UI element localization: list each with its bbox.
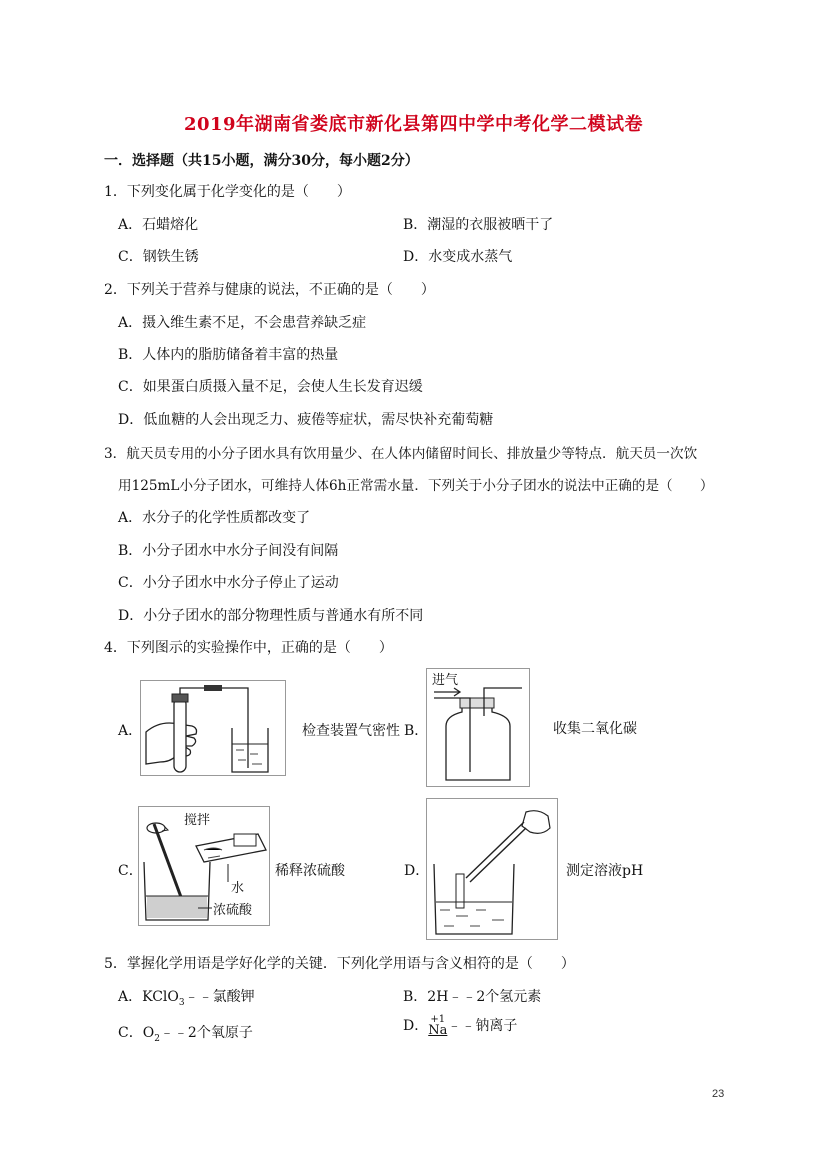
concentrated-acid-label: 浓硫酸 xyxy=(213,903,253,918)
sodium-valence-notation xyxy=(428,1014,447,1036)
question-2-stem: 2．下列关于营养与健康的说法，不正确的是（ ） xyxy=(104,282,435,298)
question-5-stem: 5．掌握化学用语是学好化学的关键．下列化学用语与含义相符的是（ ） xyxy=(104,956,575,972)
gas-inlet-label: 进气 xyxy=(432,673,459,688)
question-4-stem: 4．下列图示的实验操作中，正确的是（ ） xyxy=(104,640,393,656)
question-3-option-c: C．小分子团水中水分子停止了运动 xyxy=(118,575,339,591)
question-1-option-d: D．水变成水蒸气 xyxy=(403,249,513,265)
question-3-option-b: B．小分子团水中水分子间没有间隔 xyxy=(118,543,339,559)
question-3-stem-line-2: 用125mL小分子团水，可维持人体6h正常需水量．下列关于小分子团水的说法中正确的是（ ） xyxy=(118,478,714,494)
question-5-option-c-letter: C． xyxy=(118,1025,143,1041)
question-4-option-c-letter: C． xyxy=(118,863,143,879)
question-2-option-b: B．人体内的脂肪储备着丰富的热量 xyxy=(118,347,339,363)
valence-label: +1 xyxy=(430,1014,446,1025)
question-2-option-a: A．摄入维生素不足，不会患营养缺乏症 xyxy=(118,315,367,331)
question-4-option-a-caption: 检查装置气密性 xyxy=(302,723,400,739)
question-3-stem-line-1: 3．航天员专用的小分子团水具有饮用量少、在人体内储留时间长、排放量少等特点．航天员一次饮 xyxy=(104,446,698,462)
question-5-option-a-letter: A． xyxy=(118,989,143,1005)
question-1-option-c: C．钢铁生锈 xyxy=(118,249,199,265)
question-4-option-d-letter: D． xyxy=(404,863,430,879)
question-5-option-c xyxy=(118,1022,253,1044)
question-1-option-b: B．潮湿的衣服被晒干了 xyxy=(403,217,554,233)
question-2-option-d: D．低血糖的人会出现乏力、疲倦等症状，需尽快补充葡萄糖 xyxy=(118,412,494,428)
dilute-acid-figure xyxy=(138,806,270,926)
question-4-option-d-caption: 测定溶液pH xyxy=(566,863,644,879)
exam-title: 2019年湖南省娄底市新化县第四中学中考化学二模试卷 xyxy=(183,114,644,135)
question-2-option-c: C．如果蛋白质摄入量不足，会使人生长发育迟缓 xyxy=(118,379,423,395)
page-number: 23 xyxy=(712,1088,725,1100)
question-5-option-d xyxy=(403,1014,517,1036)
question-3-option-d: D．小分子团水的部分物理性质与普通水有所不同 xyxy=(118,608,424,624)
question-4-option-b-caption: 收集二氧化碳 xyxy=(553,721,637,737)
airtightness-check-figure xyxy=(140,680,286,776)
question-4-option-b-letter: B． xyxy=(404,723,429,739)
potassium-chlorate-formula: KClO xyxy=(142,989,179,1005)
question-4-option-c-caption: 稀释浓硫酸 xyxy=(275,863,345,879)
formula-subscript: 3 xyxy=(178,997,185,1008)
question-5-option-c-meaning: ﹣﹣2个氧原子 xyxy=(159,1025,253,1041)
question-1-option-a: A．石蜡熔化 xyxy=(118,217,199,233)
question-5-option-d-letter: D． xyxy=(403,1018,429,1034)
section-heading: 一．选择题（共15小题，满分30分，每小题2分） xyxy=(104,153,419,169)
question-5-option-d-meaning: ﹣﹣钠离子 xyxy=(447,1018,518,1034)
formula-subscript: 2 xyxy=(154,1033,160,1044)
sodium-symbol: Na xyxy=(428,1023,448,1038)
water-label: 水 xyxy=(231,881,245,896)
question-5-option-b: B．2H﹣﹣2个氢元素 xyxy=(403,989,542,1005)
gas-collection-figure xyxy=(426,668,530,788)
question-3-option-a: A．水分子的化学性质都改变了 xyxy=(118,510,311,526)
oxygen-formula: O xyxy=(142,1025,155,1041)
question-5-option-a-meaning: ﹣﹣氯酸钾 xyxy=(184,989,255,1005)
ph-measure-figure xyxy=(426,798,558,940)
question-5-option-a xyxy=(118,986,255,1008)
stir-label: 搅拌 xyxy=(184,813,211,828)
question-1-stem: 1．下列变化属于化学变化的是（ ） xyxy=(104,184,351,200)
question-4-option-a-letter: A． xyxy=(118,723,143,739)
